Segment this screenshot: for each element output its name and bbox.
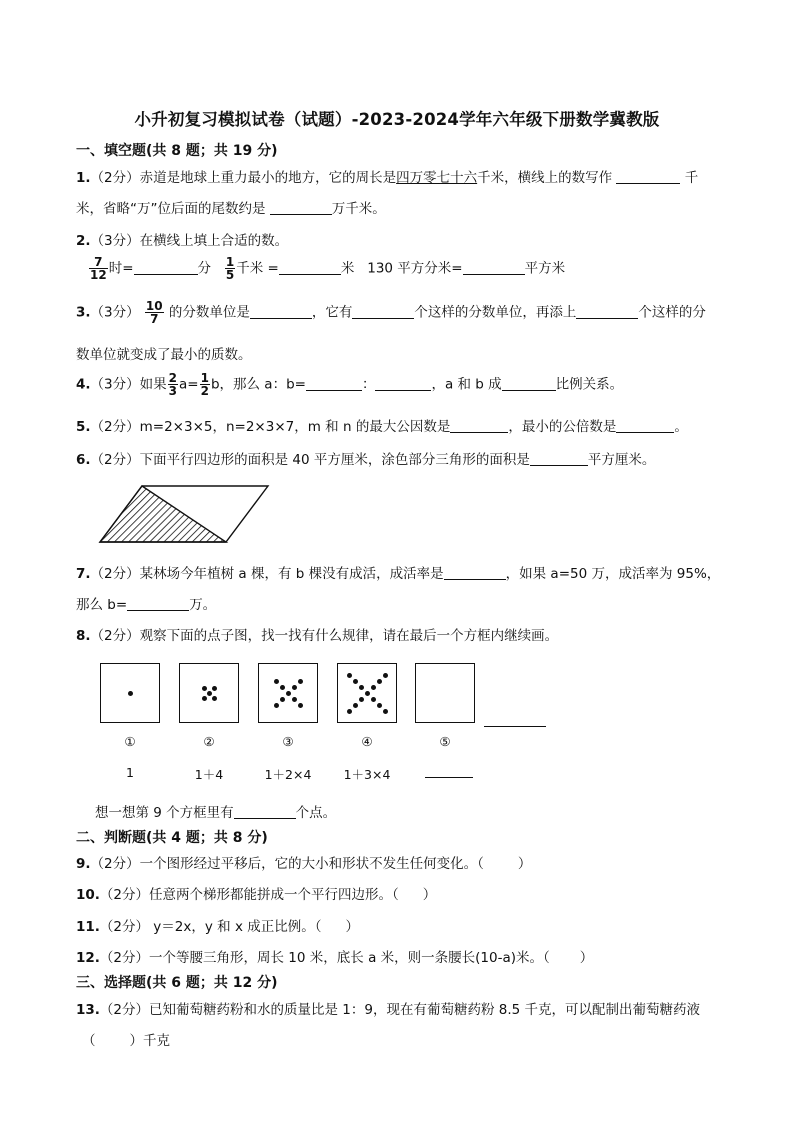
dot (347, 673, 352, 678)
answer-blank[interactable] (450, 418, 508, 433)
answer-blank[interactable] (270, 200, 332, 215)
dot (212, 686, 217, 691)
answer-blank[interactable] (250, 304, 312, 319)
answer-blank[interactable] (530, 451, 588, 466)
dot (359, 697, 364, 702)
dot (292, 685, 297, 690)
answer-blank[interactable] (502, 376, 556, 391)
question-3: 3.（3分） $\frac{10}{7}$ 的分数单位是 ，它有 个这样的分数单位，再添上 个这样的分 (76, 299, 706, 326)
circled-number-4: ④ (361, 734, 373, 749)
question-4: 4.（3分）如果 $\frac{2}{3}$ a= $\frac{1}{2}$ b，那么 a：b= ： ，a 和 b 成 比例关系。 (76, 371, 624, 398)
fraction: $\frac{1}{5}$ (225, 255, 235, 282)
dot (286, 691, 291, 696)
shaded-triangle (100, 486, 226, 542)
section-heading-fill-blank: 一、填空题(共 8 题；共 19 分) (76, 143, 278, 159)
dot (377, 703, 382, 708)
parallelogram-figure (96, 482, 274, 546)
answer-blank[interactable] (616, 418, 674, 433)
dot (274, 679, 279, 684)
question-9: 9.（2分）一个图形经过平移后，它的大小和形状不发生任何变化。（ ） (76, 856, 532, 872)
answer-blank[interactable] (463, 260, 525, 275)
question-3-line-2: 数单位就变成了最小的质数。 (76, 347, 252, 363)
dot (365, 691, 370, 696)
question-7-line-2: 那么 b= 万。 (76, 597, 217, 613)
dot (383, 709, 388, 714)
formula-2: 1＋4 (194, 767, 224, 782)
circled-number-5: ⑤ (439, 734, 451, 749)
question-2-items: $\frac{7}{12}$ 时= 分 $\frac{1}{5}$ 千米 = 米 130 平方分米= 平方米 (90, 255, 566, 282)
circled-number-3: ③ (282, 734, 294, 749)
dot (280, 697, 285, 702)
circled-number-1: ① (124, 734, 136, 749)
dot (292, 697, 297, 702)
dot (371, 697, 376, 702)
question-8: 8.（2分）观察下面的点子图，找一找有什么规律，请在最后一个方框内继续画。 (76, 628, 559, 644)
question-5: 5.（2分）m=2×3×5，n=2×3×7，m 和 n 的最大公因数是 ，最小的公倍数是 。 (76, 419, 688, 435)
answer-blank[interactable] (576, 304, 638, 319)
dot-box-3 (258, 663, 318, 723)
question-13-line-2: （ ）千克 (82, 1033, 170, 1049)
answer-blank[interactable] (425, 763, 473, 778)
answer-blank[interactable] (306, 376, 362, 391)
dot (212, 696, 217, 701)
question-12: 12.（2分）一个等腰三角形，周长 10 米，底长 a 米，则一条腰长(10-a)米。（ ） (76, 950, 594, 966)
fraction: $\frac{2}{3}$ (168, 371, 177, 398)
question-8-think: 想一想第 9 个方框里有 个点。 (95, 805, 337, 821)
dot-box-4 (337, 663, 397, 723)
dot (371, 685, 376, 690)
dot (298, 679, 303, 684)
answer-blank[interactable] (616, 169, 680, 184)
dot (202, 686, 207, 691)
dot (207, 691, 212, 696)
question-11: 11.（2分） y＝2x，y 和 x 成正比例。（ ） (76, 919, 359, 935)
section-heading-judgement: 二、判断题(共 4 题；共 8 分) (76, 830, 268, 846)
fraction: $\frac{10}{7}$ (145, 299, 163, 326)
dot (353, 703, 358, 708)
formula-3: 1＋2×4 (264, 767, 312, 782)
question-1: 1.（2分）赤道是地球上重力最小的地方，它的周长是四万零七十六千米，横线上的数写作 千 (76, 170, 699, 186)
question-13: 13.（2分）已知葡萄糖药粉和水的质量比是 1：9，现在有葡萄糖药粉 8.5 千克，可以配制出葡萄糖药液 (76, 1002, 701, 1018)
dot (128, 691, 133, 696)
answer-blank[interactable] (375, 376, 431, 391)
fraction: $\frac{7}{12}$ (90, 255, 107, 282)
answer-blank[interactable] (444, 565, 506, 580)
dot-box-5-empty[interactable] (415, 663, 475, 723)
answer-blank[interactable] (484, 712, 546, 727)
dot (202, 696, 207, 701)
section-heading-choice: 三、选择题(共 6 题；共 12 分) (76, 975, 278, 991)
dot (359, 685, 364, 690)
question-7: 7.（2分）某林场今年植树 a 棵，有 b 棵没有成活，成活率是 ，如果 a=50 万，成活率为 95%， (76, 566, 721, 582)
dot (347, 709, 352, 714)
answer-blank[interactable] (234, 804, 296, 819)
page-title: 小升初复习模拟试卷（试题）-2023-2024学年六年级下册数学冀教版 (134, 110, 660, 129)
question-1-line-2: 米，省略“万”位后面的尾数约是 万千米。 (76, 201, 386, 217)
answer-blank[interactable] (127, 596, 189, 611)
formula-1: 1 (126, 765, 134, 780)
dot-box-1 (100, 663, 160, 723)
formula-4: 1＋3×4 (343, 767, 391, 782)
dot (280, 685, 285, 690)
question-2: 2.（3分）在横线上填上合适的数。 (76, 233, 289, 249)
dot (274, 703, 279, 708)
answer-blank[interactable] (352, 304, 414, 319)
dot (298, 703, 303, 708)
dot (383, 673, 388, 678)
dot (353, 679, 358, 684)
answer-blank[interactable] (134, 260, 198, 275)
dot-box-2 (179, 663, 239, 723)
question-6: 6.（2分）下面平行四边形的面积是 40 平方厘米，涂色部分三角形的面积是 平方厘米。 (76, 452, 656, 468)
answer-blank[interactable] (279, 260, 341, 275)
circled-number-2: ② (203, 734, 215, 749)
dot (377, 679, 382, 684)
fraction: $\frac{1}{2}$ (200, 371, 209, 398)
question-10: 10.（2分）任意两个梯形都能拼成一个平行四边形。（ ） (76, 887, 437, 903)
